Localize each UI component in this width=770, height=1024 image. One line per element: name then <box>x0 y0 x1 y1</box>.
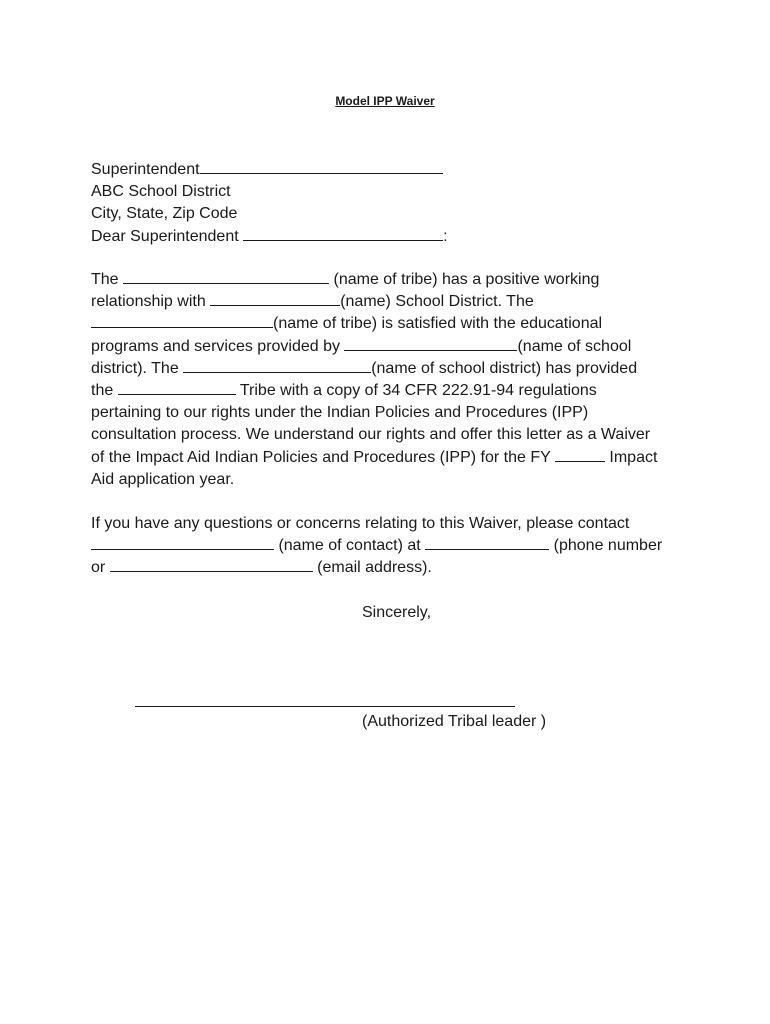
superintendent-label: Superintendent <box>91 161 200 178</box>
body-line <box>91 380 691 402</box>
address-line-superintendent <box>91 159 691 181</box>
contact-text: or <box>91 559 106 577</box>
greeting-colon: : <box>443 227 448 245</box>
body-line <box>91 336 691 358</box>
greeting-line <box>91 226 691 248</box>
body-text: the <box>91 381 114 399</box>
tribe-name-blank[interactable] <box>123 269 329 284</box>
school-district-name-blank[interactable] <box>210 291 340 306</box>
address-line-city: City, State, Zip Code <box>91 205 238 223</box>
contact-name-blank[interactable] <box>91 535 274 550</box>
school-name-blank[interactable] <box>344 336 517 351</box>
phone-number-blank[interactable] <box>425 535 549 550</box>
email-address-blank[interactable] <box>110 557 313 572</box>
address-line-district: ABC School District <box>91 183 231 201</box>
contact-text: (name of contact) at <box>278 537 421 555</box>
greeting-text: Dear Superintendent <box>91 227 239 245</box>
document-title: Model IPP Waiver <box>335 94 435 108</box>
body-line: Aid application year. <box>91 470 235 488</box>
contact-line <box>91 557 691 579</box>
body-line <box>91 313 691 335</box>
body-text: of the Impact Aid Indian Policies and Procedures (IPP) for the FY <box>91 448 551 466</box>
recipient-address <box>91 159 691 248</box>
contact-line: If you have any questions or concerns relating to this Waiver, please contact <box>91 515 630 532</box>
signature-line[interactable] <box>135 706 515 707</box>
body-line <box>91 269 691 291</box>
superintendent-name-blank[interactable] <box>200 159 443 174</box>
closing-text: Sincerely, <box>362 604 432 621</box>
body-text: (name of tribe) is satisfied with the educational <box>273 315 603 333</box>
greeting-name-blank[interactable] <box>243 226 443 241</box>
body-paragraph <box>91 269 691 491</box>
body-text: Tribe with a copy of 34 CFR 222.91-94 regulations <box>239 381 597 399</box>
contact-text: (phone number <box>553 537 663 555</box>
signature-label: (Authorized Tribal leader ) <box>362 713 547 730</box>
school-district-blank[interactable] <box>183 358 371 373</box>
body-text: (name) School District. The <box>340 293 534 311</box>
body-text: (name of school district) has provided <box>371 359 638 377</box>
body-text: district). The <box>91 359 179 377</box>
body-line <box>91 358 691 380</box>
body-line <box>91 291 691 313</box>
body-text: Impact <box>609 448 658 466</box>
body-text: (name of tribe) has a positive working <box>333 271 600 288</box>
body-text: programs and services provided by <box>91 337 341 355</box>
body-line: pertaining to our rights under the Indian Policies and Procedures (IPP) <box>91 404 589 422</box>
contact-paragraph <box>91 513 691 580</box>
tribe-blank[interactable] <box>118 380 236 395</box>
body-text: The <box>91 271 119 288</box>
fiscal-year-blank[interactable] <box>555 447 605 462</box>
contact-line <box>91 535 691 557</box>
body-text: relationship with <box>91 293 206 311</box>
body-text: (name of school <box>517 337 632 355</box>
tribe-name-blank-2[interactable] <box>91 313 273 328</box>
body-line <box>91 447 691 469</box>
contact-text: (email address). <box>317 559 432 577</box>
body-line: consultation process. We understand our rights and offer this letter as a Waiver <box>91 426 651 444</box>
